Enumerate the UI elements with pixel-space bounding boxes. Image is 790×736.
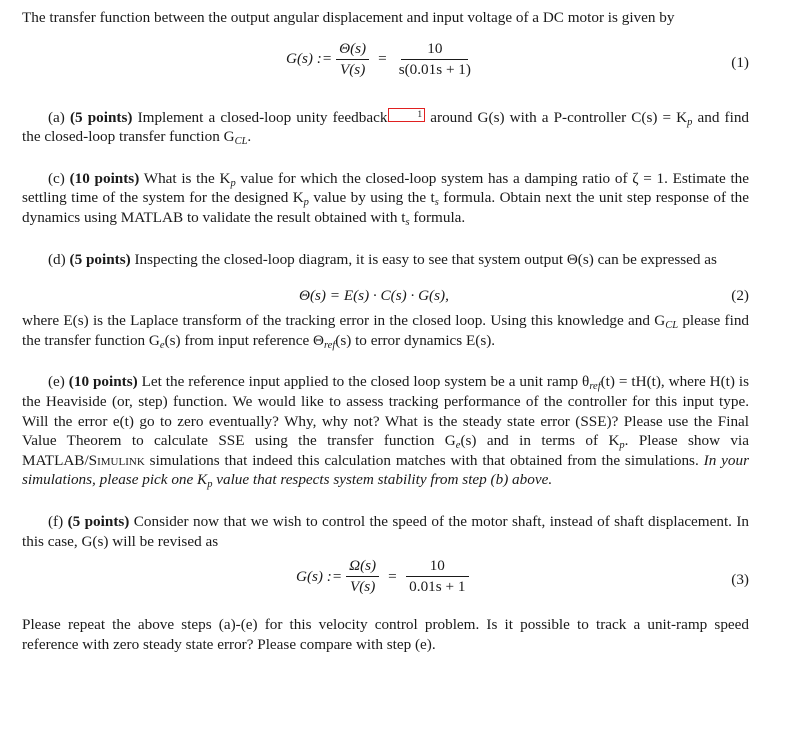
part-e-text-4: . Please show via MATLAB/: [22, 432, 749, 469]
part-f-text-1: Consider now that we wish to control the speed of the motor shaft, instead of shaft displacement. In this case, G(s) will be revised as: [22, 512, 750, 550]
equation-1: [22, 40, 749, 86]
part-e-text-3: (s) and in terms of K: [460, 432, 620, 450]
eq1-frac2-numerator: 10: [401, 40, 468, 60]
part-d-continuation: [22, 311, 749, 350]
part-f-paragraph: [22, 512, 749, 551]
part-e-label: (e): [48, 373, 65, 391]
part-c-sub-p-2: p: [303, 197, 309, 209]
part-e-simulink: Simulink: [88, 451, 145, 469]
eq1-fraction-2: [396, 40, 474, 79]
part-a-text-4: .: [247, 128, 252, 146]
part-d-text-4: (s) from input reference Θ: [164, 331, 324, 349]
eq1-frac1-denominator: V(s): [339, 60, 366, 78]
part-e-text-5: simulations that indeed this calculation matches with that obtained from the simulations.: [149, 451, 699, 469]
eq1-fraction-1: [336, 40, 369, 79]
equation-2: [22, 283, 749, 309]
part-e-sub-ref: ref: [589, 381, 601, 393]
part-e-sub-p-2: p: [207, 479, 213, 491]
eq3-frac1-numerator: Ω(s): [346, 557, 379, 577]
part-e-text-2: (t) = tH(t), where H(t) is the Heaviside (or, step) function. We would like to assess tracking performance of the controller for this input type. Will the error e(t) go to zero eventually? Why, why not? What is the steady state error (SSE)? Please use the Final Value Theorem to calculate SSE using the transfer function G: [22, 373, 750, 450]
part-c-text-3: value by using the t: [313, 189, 435, 207]
part-d-sub-cl: CL: [665, 320, 679, 332]
part-f-label: (f): [48, 512, 64, 530]
closing-paragraph: Please repeat the above steps (a)-(e) for this velocity control problem. Is it possible to track a unit-ramp speed reference with zero steady state error? Please compare with step (e).: [22, 616, 749, 653]
part-a-text-1: Implement a closed-loop unity feedback: [137, 108, 388, 126]
eq2-number: (2): [731, 287, 749, 305]
eq3-frac2-denominator: 0.01s + 1: [409, 578, 466, 596]
part-c-label: (c): [48, 169, 65, 187]
eq1-lhs: G(s) :=: [286, 50, 333, 68]
eq1-frac1-numerator: Θ(s): [336, 40, 369, 60]
eq3-number: (3): [731, 571, 749, 589]
eq1-frac2-denominator: s(0.01s + 1): [398, 60, 471, 78]
part-d-text-5: (s) to error dynamics E(s).: [335, 331, 496, 349]
eq3-fraction-2: [406, 557, 469, 596]
part-d-text-2: where E(s) is the Laplace transform of the tracking error in the closed loop. Using this knowledge and G: [22, 312, 666, 330]
part-d-points: (5 points): [69, 250, 131, 268]
part-a-text-2: around G(s) with a P-controller C(s) = K: [430, 108, 688, 126]
part-a-label: (a): [48, 108, 65, 126]
eq3-lhs: G(s) :=: [296, 567, 343, 585]
eq2-expression: Θ(s) = E(s) · C(s) · G(s),: [299, 287, 449, 305]
part-d-text-1: Inspecting the closed-loop diagram, it is easy to see that system output Θ(s) can be expressed as: [134, 250, 717, 268]
eq3-fraction-1: [346, 557, 379, 596]
part-a-sub-p: p: [687, 116, 693, 128]
footnote-link[interactable]: 1: [388, 108, 425, 122]
part-d-label: (d): [48, 250, 66, 268]
equation-3: [22, 557, 749, 603]
part-c-sub-s-2: s: [405, 216, 410, 228]
part-a-text-3: and find the closed-loop transfer function G: [22, 108, 750, 146]
part-d-sub-e: e: [159, 339, 165, 351]
part-e-paragraph: [22, 372, 749, 490]
eq3-frac2-numerator: 10: [406, 557, 469, 577]
part-e-sub-p-1: p: [619, 440, 625, 452]
document-page: [22, 8, 749, 654]
part-d-text-3: please find the transfer function G: [22, 312, 750, 349]
intro-paragraph: The transfer function between the output angular displacement and input voltage of a DC motor is given by: [22, 9, 675, 26]
part-d-paragraph: [22, 250, 749, 270]
part-d-sub-ref: ref: [323, 339, 336, 351]
part-e-sub-e: e: [455, 440, 461, 452]
part-c-paragraph: [22, 169, 749, 228]
part-c-text-1: What is the K: [143, 169, 231, 187]
part-a-sub-cl: CL: [234, 136, 248, 148]
eq3-equals: =: [388, 567, 397, 585]
eq1-equals: =: [378, 50, 387, 68]
part-e-text-1: Let the reference input applied to the closed loop system be a unit ramp θ: [141, 373, 590, 391]
part-c-sub-s-1: s: [434, 197, 439, 209]
part-c-points: (10 points): [69, 169, 140, 187]
part-e-points: (10 points): [68, 373, 138, 391]
eq3-frac1-denominator: V(s): [349, 578, 376, 596]
eq1-number: (1): [731, 53, 749, 71]
part-c-text-2: value for which the closed-loop system has a damping ratio of ζ = 1. Estimate the settling time of the system for the designed K: [22, 169, 750, 207]
part-a-points: (5 points): [69, 108, 133, 126]
part-c-text-5: formula.: [413, 208, 466, 226]
part-a-paragraph: [22, 108, 749, 147]
part-c-text-4: formula. Obtain next the unit step response of the dynamics using MATLAB to validate the result obtained with t: [22, 189, 749, 226]
part-c-sub-p-1: p: [230, 177, 236, 189]
part-f-points: (5 points): [67, 512, 130, 530]
part-e-italic-2: value that respects system stability from step (b) above.: [216, 471, 553, 489]
part-e-italic-1: In your simulations, please pick one K: [22, 451, 750, 489]
